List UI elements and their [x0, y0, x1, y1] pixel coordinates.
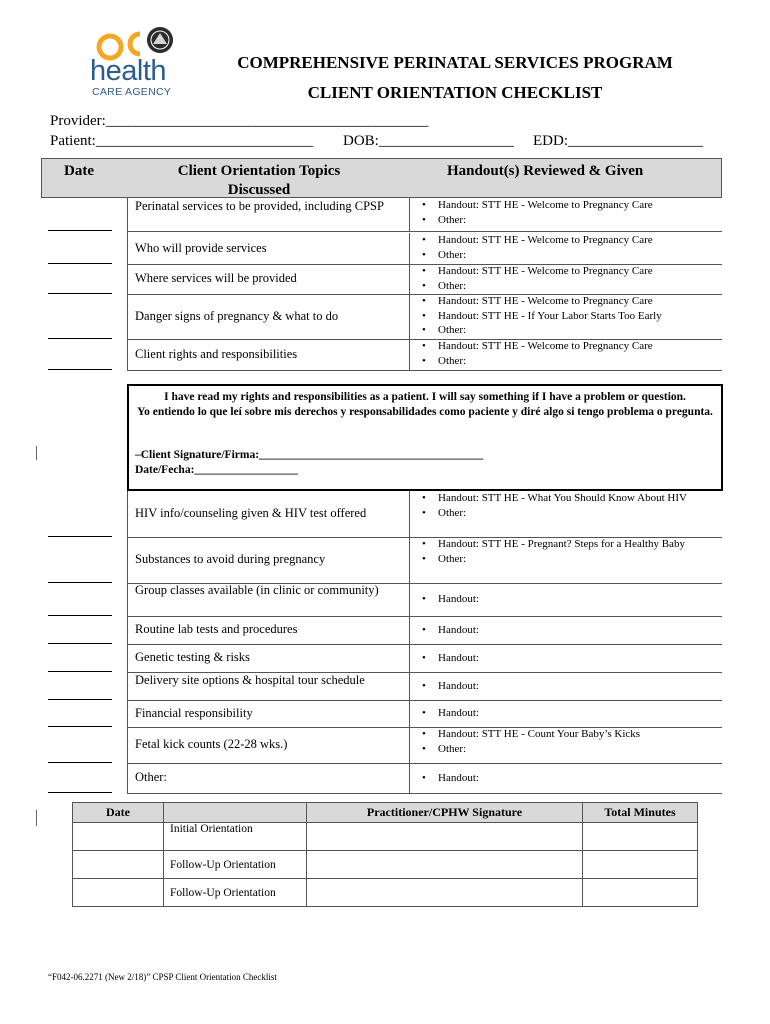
- handout-cell: [409, 264, 723, 294]
- orientation-signature-table: [72, 802, 698, 907]
- handout-cell: [409, 700, 723, 727]
- header-date: Date: [64, 163, 94, 179]
- table-row: [127, 672, 722, 701]
- date-entry-line[interactable]: [48, 536, 112, 537]
- handout-item[interactable]: • Other:: [410, 552, 723, 567]
- header-topics: Client Orientation Topics Discussed: [177, 163, 341, 198]
- handout-item[interactable]: • Handout: STT HE - Welcome to Pregnancy Care: [410, 294, 723, 309]
- logo-agency-text: CARE AGENCY: [92, 86, 172, 98]
- margin-mark: [36, 446, 37, 460]
- handout-item[interactable]: • Handout:: [410, 651, 723, 666]
- bt-signature-cell[interactable]: [307, 879, 583, 907]
- handout-cell: [409, 763, 723, 793]
- topic-label: Group classes available (in clinic or community): [135, 583, 379, 597]
- date-entry-line[interactable]: [48, 582, 112, 583]
- bt-orientation-label: Follow-Up Orientation: [164, 851, 307, 879]
- table-border: [127, 198, 128, 370]
- bt-minutes-cell[interactable]: [583, 823, 698, 851]
- handout-cell: [409, 339, 723, 370]
- table-row: [127, 198, 722, 232]
- bt-orientation-label: Follow-Up Orientation: [164, 879, 307, 907]
- topic-label: Perinatal services to be provided, including CPSP: [135, 199, 384, 213]
- handout-item[interactable]: • Handout: STT HE - Welcome to Pregnancy Care: [410, 264, 723, 279]
- handout-item[interactable]: • Handout:: [410, 592, 723, 607]
- handout-item[interactable]: • Other:: [410, 213, 723, 228]
- title-line-2: CLIENT ORIENTATION CHECKLIST: [307, 83, 603, 102]
- topic-label: Delivery site options & hospital tour schedule: [135, 673, 365, 687]
- handout-cell: [409, 537, 723, 583]
- handout-item[interactable]: • Handout: STT HE - Welcome to Pregnancy Care: [410, 198, 723, 213]
- date-entry-line[interactable]: [48, 699, 112, 700]
- topic-label: Danger signs of pregnancy & what to do: [135, 308, 339, 323]
- handout-item[interactable]: • Handout: STT HE - If Your Labor Starts Too Early: [410, 309, 723, 324]
- signature-box: [127, 384, 723, 491]
- handout-cell: [409, 616, 723, 644]
- table-row: [127, 616, 722, 645]
- margin-mark: [36, 810, 37, 826]
- client-signature-field[interactable]: –Client Signature/Firma:_______________________________________: [135, 449, 484, 461]
- date-entry-line[interactable]: [48, 338, 112, 339]
- date-entry-line[interactable]: [48, 671, 112, 672]
- date-entry-line[interactable]: [48, 369, 112, 370]
- topic-label: Who will provide services: [135, 240, 267, 255]
- date-entry-line[interactable]: [48, 263, 112, 264]
- date-entry-line[interactable]: [48, 293, 112, 294]
- topic-label: Routine lab tests and procedures: [135, 622, 298, 636]
- table-row: [73, 823, 698, 851]
- bt-signature-cell[interactable]: [307, 851, 583, 879]
- handout-item[interactable]: • Handout: STT HE - Count Your Baby’s Kicks: [410, 727, 723, 742]
- bt-signature-cell[interactable]: [307, 823, 583, 851]
- rights-statement-english: I have read my rights and responsibilities as a patient. I will say something if I have a problem or question.: [164, 391, 686, 403]
- bt-minutes-cell[interactable]: [583, 851, 698, 879]
- table-border: [127, 491, 128, 793]
- table-row: [127, 537, 722, 584]
- table-row: [73, 851, 698, 879]
- table-row: [127, 582, 722, 617]
- handout-item[interactable]: • Handout: STT HE - What You Should Know About HIV: [410, 491, 723, 506]
- topic-label: Client rights and responsibilities: [135, 346, 298, 361]
- date-entry-line[interactable]: [48, 726, 112, 727]
- handout-item[interactable]: • Handout:: [410, 679, 723, 694]
- table-row: [127, 294, 722, 340]
- handout-item[interactable]: • Handout: STT HE - Welcome to Pregnancy Care: [410, 233, 723, 248]
- rights-statement-spanish: Yo entiendo lo que leí sobre mis derechos y responsabilidades como paciente y diré algo si tengo problema o pregunta.: [137, 405, 713, 418]
- topic-label: Fetal kick counts (22-28 wks.): [135, 737, 288, 751]
- table-row: [127, 233, 722, 265]
- topic-label: Financial responsibility: [135, 705, 253, 720]
- handout-item[interactable]: • Handout: STT HE - Welcome to Pregnancy Care: [410, 339, 723, 354]
- bt-header-minutes: Total Minutes: [583, 803, 698, 823]
- table-row: [127, 727, 722, 764]
- date-entry-line[interactable]: [48, 792, 112, 793]
- table-row: [127, 339, 722, 371]
- table-row: [127, 491, 722, 538]
- bt-header-blank: [164, 803, 307, 823]
- handout-cell: [409, 582, 723, 616]
- handout-cell: [409, 727, 723, 763]
- handout-item[interactable]: • Other:: [410, 354, 723, 369]
- handout-cell: [409, 491, 723, 537]
- topic-label: Substances to avoid during pregnancy: [135, 552, 326, 566]
- signature-date-field[interactable]: Date/Fecha:__________________: [135, 464, 298, 476]
- handout-item[interactable]: • Other:: [410, 506, 723, 521]
- table-row: [127, 700, 722, 728]
- date-entry-line[interactable]: [48, 762, 112, 763]
- bt-date-cell[interactable]: [73, 879, 164, 907]
- date-entry-line[interactable]: [48, 643, 112, 644]
- bt-date-cell[interactable]: [73, 823, 164, 851]
- table-row: [127, 264, 722, 295]
- edd-field[interactable]: EDD:__________________: [533, 133, 703, 149]
- table-row: [127, 644, 722, 673]
- bt-orientation-label: Initial Orientation: [164, 823, 307, 851]
- topic-label: HIV info/counseling given & HIV test offered: [135, 506, 367, 520]
- handout-item[interactable]: • Handout:: [410, 706, 723, 721]
- header-handouts: Handout(s) Reviewed & Given: [447, 163, 644, 179]
- bt-minutes-cell[interactable]: [583, 879, 698, 907]
- date-entry-line[interactable]: [48, 615, 112, 616]
- handout-cell: [409, 672, 723, 700]
- logo-health-text: health: [90, 55, 167, 87]
- handout-cell: [409, 233, 723, 264]
- handout-item[interactable]: • Handout:: [410, 771, 723, 786]
- handout-cell: [409, 198, 723, 231]
- topic-label: Other:: [135, 770, 167, 784]
- table-row: [127, 763, 722, 794]
- handout-cell: [409, 294, 723, 339]
- bt-date-cell[interactable]: [73, 851, 164, 879]
- logo-c-mark: [130, 34, 140, 54]
- handout-item[interactable]: • Handout:: [410, 623, 723, 638]
- handout-item[interactable]: • Other:: [410, 323, 723, 338]
- bt-header-date: Date: [73, 803, 164, 823]
- bt-header-signature: Practitioner/CPHW Signature: [307, 803, 583, 823]
- dob-field[interactable]: DOB:__________________: [343, 133, 514, 149]
- handout-item[interactable]: • Other:: [410, 279, 723, 294]
- topic-label: Where services will be provided: [135, 271, 297, 285]
- title-line-1: COMPREHENSIVE PERINATAL SERVICES PROGRAM: [237, 53, 673, 72]
- handout-item[interactable]: • Other:: [410, 248, 723, 263]
- patient-field[interactable]: Patient:_____________________________: [50, 133, 314, 149]
- topic-label: Genetic testing & risks: [135, 650, 250, 664]
- handout-item[interactable]: • Other:: [410, 742, 723, 757]
- checklist-header: [41, 158, 722, 198]
- handout-cell: [409, 644, 723, 672]
- form-footer: “F042-06.2271 (New 2/18)” CPSP Client Orientation Checklist: [48, 972, 277, 982]
- handout-item[interactable]: • Handout: STT HE - Pregnant? Steps for a Healthy Baby: [410, 537, 723, 552]
- table-row: [73, 879, 698, 907]
- provider-field[interactable]: Provider:___________________________________________: [50, 113, 429, 129]
- date-entry-line[interactable]: [48, 230, 112, 231]
